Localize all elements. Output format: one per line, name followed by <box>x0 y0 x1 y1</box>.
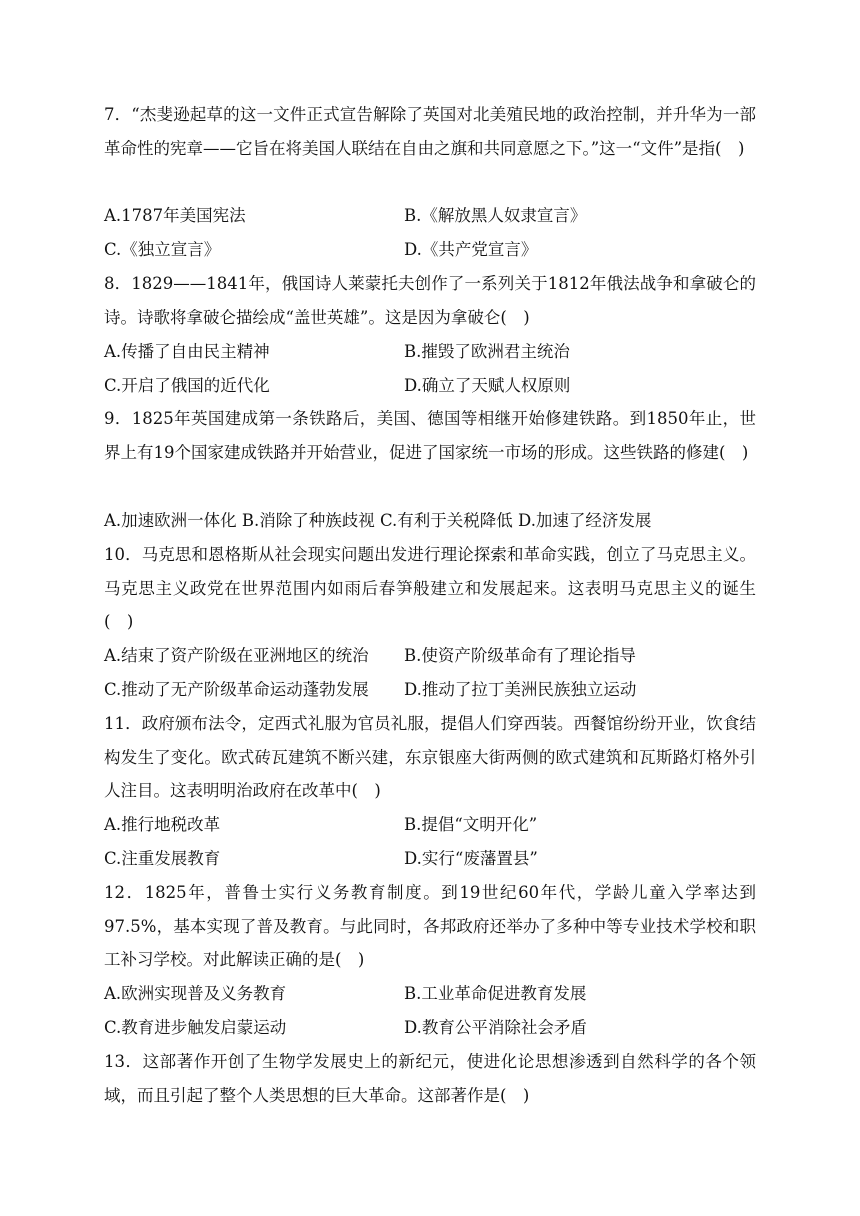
question-10-option-b: B.使资产阶级革命有了理论指导 <box>404 646 636 665</box>
question-8-option-d: D.确立了天赋人权原则 <box>404 376 571 395</box>
question-12-option-b: B.工业革命促进教育发展 <box>404 984 587 1003</box>
question-9-options: A.加速欧洲一体化 B.消除了种族歧视 C.有利于关税降低 D.加速了经济发展 <box>104 511 652 530</box>
question-10-option-c: C.推动了无产阶级革命运动蓬勃发展 <box>104 680 369 699</box>
question-11-option-c: C.注重发展教育 <box>104 849 221 868</box>
question-7-option-d: D.《共产党宣言》 <box>404 240 538 259</box>
question-11-stem: 11．政府颁布法令，定西式礼服为官员礼服，提倡人们穿西装。西餐馆纷纷开业，饮食结构发生了变化。欧式砖瓦建筑不断兴建，东京银座大街两侧的欧式建筑和瓦斯路灯格外引人注目。这表明明治政府在改革中( ) <box>104 714 756 801</box>
question-7-option-b: B.《解放黑人奴隶宣言》 <box>404 206 587 225</box>
question-10-option-a: A.结束了资产阶级在亚洲地区的统治 <box>104 646 369 665</box>
question-11-option-a: A.推行地税改革 <box>104 815 221 834</box>
question-13-stem: 13．这部著作开创了生物学发展史上的新纪元，使进化论思想渗透到自然科学的各个领域，而且引起了整个人类思想的巨大革命。这部著作是( ) <box>104 1052 756 1105</box>
question-9-stem: 9．1825年英国建成第一条铁路后，美国、德国等相继开始修建铁路。到1850年止，世界上有19个国家建成铁路并开始营业，促进了国家统一市场的形成。这些铁路的修建( ) <box>104 409 756 462</box>
question-11-option-d: D.实行“废藩置县” <box>404 849 538 868</box>
question-11-option-b: B.提倡“文明开化” <box>404 815 538 834</box>
question-8-stem: 8．1829——1841年，俄国诗人莱蒙托夫创作了一系列关于1812年俄法战争和拿破仑的诗。诗歌将拿破仑描绘成“盖世英雄”。这是因为拿破仑( ) <box>104 274 756 327</box>
question-8-option-a: A.传播了自由民主精神 <box>104 342 270 361</box>
question-12-option-d: D.教育公平消除社会矛盾 <box>404 1018 587 1037</box>
question-10-stem: 10．马克思和恩格斯从社会现实问题出发进行理论探索和革命实践，创立了马克思主义。马克思主义政党在世界范围内如雨后春笋般建立和发展起来。这表明马克思主义的诞生( ) <box>104 545 756 632</box>
question-7-stem: 7．“杰斐逊起草的这一文件正式宣告解除了英国对北美殖民地的政治控制，并升华为一部革命性的宪章——它旨在将美国人联结在自由之旗和共同意愿之下。”这一“文件”是指( ) <box>104 105 756 158</box>
question-7-option-c: C.《独立宣言》 <box>104 240 221 259</box>
question-10-option-d: D.推动了拉丁美洲民族独立运动 <box>404 680 637 699</box>
question-12-stem: 12．1825年，普鲁士实行义务教育制度。到19世纪60年代，学龄儿童入学率达到97.5%，基本实现了普及教育。与此同时，各邦政府还举办了多种中等专业技术学校和职工补习学校。对此解读正确的是( ) <box>104 883 756 970</box>
question-7-option-a: A.1787年美国宪法 <box>104 206 246 225</box>
question-12-option-c: C.教育进步触发启蒙运动 <box>104 1018 287 1037</box>
question-8-option-b: B.摧毁了欧洲君主统治 <box>404 342 570 361</box>
question-8-option-c: C.开启了俄国的近代化 <box>104 376 270 395</box>
question-12-option-a: A.欧洲实现普及义务教育 <box>104 984 287 1003</box>
